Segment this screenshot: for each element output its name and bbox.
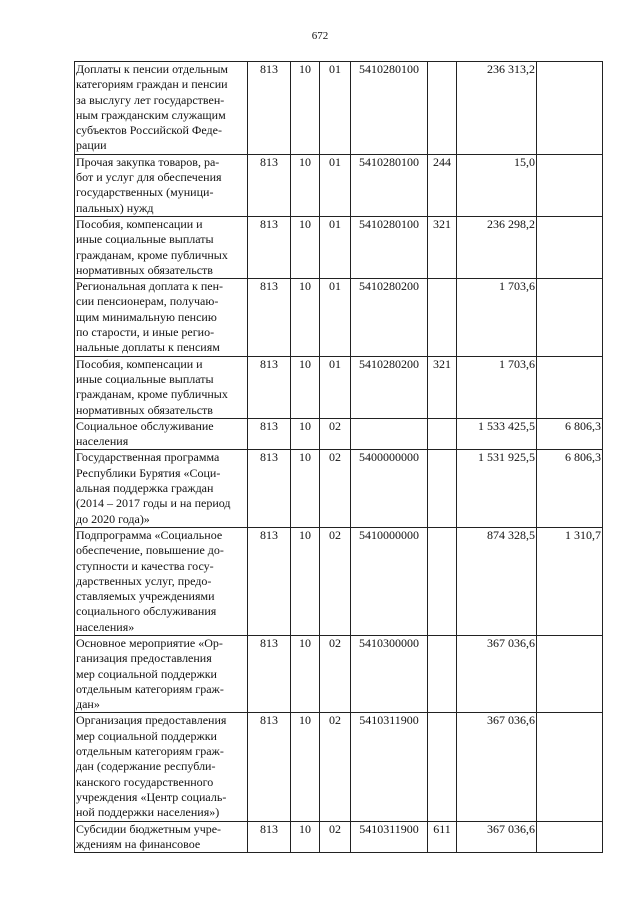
target-article-cell: 5410000000 [351,527,428,635]
expense-type-cell: 611 [428,821,457,853]
federal-amount-cell [537,154,603,216]
item-name-line: бот и услуг для обеспечения [76,170,222,185]
item-name-line: учреждения «Центр социаль- [76,789,227,804]
section-cell: 10 [291,450,320,527]
item-name-line: ной поддержки населения») [76,805,220,820]
item-name-line: ным гражданским служащим [76,107,226,122]
item-name-line: Социальное обслуживание [76,418,214,433]
ministry-code-cell: 813 [248,713,291,821]
amount-cell: 1 703,6 [457,356,537,418]
item-name-line: Региональная доплата к пен- [76,279,224,294]
expense-type-cell [428,450,457,527]
section-cell: 10 [291,62,320,155]
amount-cell: 367 036,6 [457,635,537,712]
subsection-cell: 01 [320,216,351,278]
amount-cell: 874 328,5 [457,527,537,635]
item-name-line: социального обслуживания [76,604,217,619]
section-cell: 10 [291,279,320,356]
subsection-cell: 01 [320,279,351,356]
item-name-cell [75,418,248,450]
item-name-line: Пособия, компенсации и [76,356,203,371]
expense-type-cell [428,527,457,635]
subsection-cell: 02 [320,635,351,712]
item-name-cell [75,821,248,853]
table-row [75,62,603,155]
federal-amount-cell [537,62,603,155]
item-name-line: Государственная программа [76,450,220,465]
ministry-code-cell: 813 [248,527,291,635]
item-name-line: нормативных обязательств [76,262,213,277]
expense-type-cell: 321 [428,216,457,278]
item-name-line: гражданам, кроме публичных [76,247,228,262]
item-name-line: Доплаты к пенсии отдельным [76,62,228,76]
item-name-line: нормативных обязательств [76,402,213,417]
table-row [75,356,603,418]
item-name-line: мер социальной поддержки [76,728,217,743]
item-name-cell [75,279,248,356]
target-article-cell: 5410311900 [351,821,428,853]
item-name-line: сии пенсионерам, получаю- [76,294,219,309]
item-name-line: Субсидии бюджетным учре- [76,821,222,836]
expense-type-cell [428,62,457,155]
item-name-line: Основное мероприятие «Ор- [76,635,223,650]
section-cell: 10 [291,635,320,712]
item-name-line: обеспечение, повышение до- [76,543,224,558]
table-row [75,154,603,216]
federal-amount-cell [537,279,603,356]
target-article-cell: 5410280100 [351,216,428,278]
subsection-cell: 02 [320,450,351,527]
item-name-cell [75,450,248,527]
section-cell: 10 [291,154,320,216]
amount-cell: 1 703,6 [457,279,537,356]
item-name-line: отдельным категориям граж- [76,744,224,759]
table-row [75,527,603,635]
target-article-cell: 5410280200 [351,279,428,356]
item-name-line: категориям граждан и пенсии [76,77,228,92]
item-name-line: нальные доплаты к пенсиям [76,340,220,355]
item-name-line: по старости, и иные регио- [76,325,215,340]
item-name-cell [75,527,248,635]
target-article-cell: 5400000000 [351,450,428,527]
table-row [75,216,603,278]
item-name-line: до 2020 года)» [76,511,150,526]
section-cell: 10 [291,356,320,418]
item-name-cell [75,356,248,418]
ministry-code-cell: 813 [248,62,291,155]
amount-cell: 1 533 425,5 [457,418,537,450]
federal-amount-cell: 6 806,3 [537,450,603,527]
item-name-line: дан (содержание республи- [76,759,216,774]
expense-type-cell [428,418,457,450]
item-name-line: гражданам, кроме публичных [76,387,228,402]
target-article-cell: 5410311900 [351,713,428,821]
item-name-line: ганизация предоставления [76,651,212,666]
table-row [75,450,603,527]
item-name-line: отдельным категориям граж- [76,681,224,696]
table-row [75,713,603,821]
amount-cell: 236 313,2 [457,62,537,155]
item-name-line: дан» [76,697,100,712]
amount-cell: 367 036,6 [457,713,537,821]
item-name-cell [75,713,248,821]
item-name-line: мер социальной поддержки [76,666,217,681]
item-name-line: Подпрограмма «Социальное [76,527,223,542]
expense-type-cell: 244 [428,154,457,216]
item-name-line: субъектов Российской Феде- [76,123,222,138]
amount-cell: 1 531 925,5 [457,450,537,527]
page-number: 672 [311,30,329,42]
item-name-line: рации [76,138,107,153]
expense-type-cell [428,713,457,821]
item-name-line: за выслугу лет государствен- [76,92,225,107]
subsection-cell: 01 [320,356,351,418]
ministry-code-cell: 813 [248,279,291,356]
item-name-line: государственных (муници- [76,185,214,200]
section-cell: 10 [291,418,320,450]
ministry-code-cell: 813 [248,635,291,712]
section-cell: 10 [291,713,320,821]
item-name-line: населения [76,434,129,449]
target-article-cell: 5410280100 [351,62,428,155]
expense-type-cell: 321 [428,356,457,418]
item-name-line: канского государственного [76,774,214,789]
subsection-cell: 02 [320,821,351,853]
target-article-cell: 5410280100 [351,154,428,216]
federal-amount-cell: 6 806,3 [537,418,603,450]
budget-table-body [75,62,603,853]
item-name-line: (2014 – 2017 годы и на период [76,496,231,511]
item-name-line: дарственных услуг, предо- [76,573,212,588]
budget-table [74,61,603,853]
item-name-line: Пособия, компенсации и [76,216,203,231]
item-name-cell [75,154,248,216]
item-name-line: иные социальные выплаты [76,232,214,247]
federal-amount-cell [537,216,603,278]
ministry-code-cell: 813 [248,154,291,216]
ministry-code-cell: 813 [248,450,291,527]
target-article-cell: 5410300000 [351,635,428,712]
federal-amount-cell [537,356,603,418]
federal-amount-cell [537,713,603,821]
subsection-cell: 01 [320,154,351,216]
item-name-line: населения» [76,619,135,634]
item-name-line: иные социальные выплаты [76,371,214,386]
subsection-cell: 02 [320,418,351,450]
federal-amount-cell: 1 310,7 [537,527,603,635]
subsection-cell: 02 [320,527,351,635]
item-name-cell [75,635,248,712]
expense-type-cell [428,279,457,356]
ministry-code-cell: 813 [248,418,291,450]
table-row [75,418,603,450]
item-name-line: ступности и качества госу- [76,558,214,573]
subsection-cell: 01 [320,62,351,155]
item-name-cell [75,62,248,155]
target-article-cell: 5410280200 [351,356,428,418]
item-name-line: Республики Бурятия «Соци- [76,465,221,480]
item-name-line: пальных) нужд [76,200,154,215]
federal-amount-cell [537,821,603,853]
table-row [75,821,603,853]
item-name-line: альная поддержка граждан [76,481,214,496]
item-name-line: Организация предоставления [76,713,227,728]
amount-cell: 367 036,6 [457,821,537,853]
amount-cell: 236 298,2 [457,216,537,278]
section-cell: 10 [291,216,320,278]
table-row [75,635,603,712]
item-name-line: Прочая закупка товаров, ра- [76,154,220,169]
expense-type-cell [428,635,457,712]
amount-cell: 15,0 [457,154,537,216]
subsection-cell: 02 [320,713,351,821]
item-name-cell [75,216,248,278]
table-row [75,279,603,356]
target-article-cell [351,418,428,450]
item-name-line: ставляемых учреждениями [76,589,215,604]
ministry-code-cell: 813 [248,216,291,278]
ministry-code-cell: 813 [248,821,291,853]
ministry-code-cell: 813 [248,356,291,418]
item-name-line: щим минимальную пенсию [76,309,217,324]
section-cell: 10 [291,821,320,853]
federal-amount-cell [537,635,603,712]
section-cell: 10 [291,527,320,635]
item-name-line: ждениям на финансовое [76,836,201,851]
